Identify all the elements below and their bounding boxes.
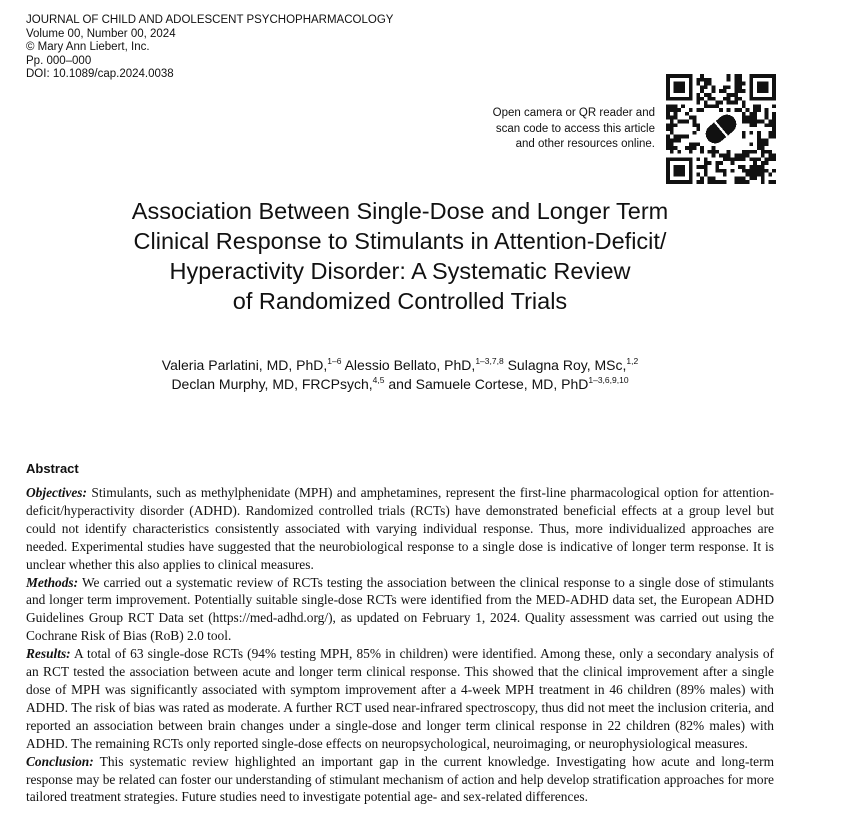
section-label: Methods: — [26, 574, 79, 590]
author-name: Declan Murphy, MD, FRCPsych, — [171, 376, 373, 392]
section-text: This systematic review highlighted an important gap in the current knowledge. Investigating how acute and long-term response may be related can foster our understanding of stimulant mechanism of action and help develop stratification approaches for more tailored treatment strategies. Future studies need to investigate potential age- and sex-related differences. — [26, 753, 774, 805]
author-affiliation: 1–3,7,8 — [475, 356, 504, 366]
journal-copyright: © Mary Ann Liebert, Inc. — [26, 41, 150, 54]
author-affiliation: 4,5 — [372, 375, 385, 385]
qr-note-line: scan code to access this article — [495, 122, 655, 135]
author-name: Valeria Parlatini, MD, PhD, — [161, 357, 328, 373]
journal-name: JOURNAL OF CHILD AND ADOLESCENT PSYCHOPHARMACOLOGY — [26, 14, 394, 26]
article-title — [40, 196, 760, 316]
journal-doi[interactable]: DOI: 10.1089/cap.2024.0038 — [26, 68, 174, 81]
section-label: Conclusion: — [26, 753, 94, 769]
author-list — [60, 356, 740, 394]
section-label: Objectives: — [26, 485, 87, 500]
qr-note-line: Open camera or QR reader and — [492, 107, 655, 119]
title-line: of Randomized Controlled Trials — [232, 288, 568, 314]
section-text: Stimulants, such as methylphenidate (MPH) and amphetamines, represent the first-line pharmacological option for attention-deficit/hyperactivity disorder (ADHD). Randomized controlled trials (RCTs) have demonstrated beneficial effects at a group level but could not identify characteristics consistently associated with varying individual response. Thus, more individualized approaches are needed. Experimental studies have suggested that the neurobiological response to a single dose is indicative of longer term response. It is unclear whether this also applies to clinical measures. — [26, 485, 774, 572]
author-affiliation: 1–3,6,9,10 — [588, 375, 629, 385]
section-text: We carried out a systematic review of RCTs testing the association between the clinical response to a single dose of stimulants and longer term improvement. Potentially suitable single-dose RCTs were identified from the MED-ADHD data set, the European ADHD Guidelines Group RCT Data set (https://med-adhd.org/), as updated on February 1, 2024. Quality assessment was carried out using the Cochrane Risk of Bias (RoB) 2.0 tool. — [26, 574, 774, 644]
author-name: and Samuele Cortese, MD, PhD — [388, 376, 589, 392]
author-affiliation: 1–6 — [327, 356, 342, 366]
author-name: Alessio Bellato, PhD, — [344, 357, 476, 373]
qr-code-icon[interactable] — [666, 74, 776, 184]
author-name: Sulagna Roy, MSc, — [507, 357, 627, 373]
abstract-results — [26, 645, 774, 752]
abstract-body — [26, 484, 774, 806]
title-line: Association Between Single-Dose and Longer Term — [131, 198, 669, 224]
journal-volume: Volume 00, Number 00, 2024 — [26, 27, 176, 40]
abstract-heading: Abstract — [26, 461, 79, 476]
journal-pages: Pp. 000–000 — [26, 54, 92, 67]
title-line: Hyperactivity Disorder: A Systematic Review — [169, 258, 631, 284]
qr-note-line: and other resources online. — [515, 138, 655, 150]
abstract-objectives — [26, 484, 774, 574]
qr-instructions — [455, 106, 655, 153]
abstract-methods — [26, 574, 774, 646]
title-line: Clinical Response to Stimulants in Attention-Deficit/ — [133, 228, 667, 254]
journal-header — [26, 14, 393, 82]
section-text: A total of 63 single-dose RCTs (94% testing MPH, 85% in children) were identified. Among these, only a secondary analysis of an RCT tested the association between acute and longer term clinical response. This showed that the clinical improvement after a single dose of MPH was significantly associated with symptom improvement after a 4-week MPH treatment in 46 children (89% males) with ADHD. The risk of bias was rated as moderate. A further RCT used near-infrared spectroscopy, thus did not meet the inclusion criteria, and reported an association between brain changes under a single-dose and longer term clinical response in 22 children (82% males) with ADHD. The remaining RCTs only reported single-dose effects on neuropsychological, neuroimaging, or neurophysiological measures. — [26, 646, 775, 751]
section-label: Results: — [26, 646, 71, 662]
abstract-conclusion — [26, 753, 774, 807]
author-affiliation: 1,2 — [626, 356, 639, 366]
